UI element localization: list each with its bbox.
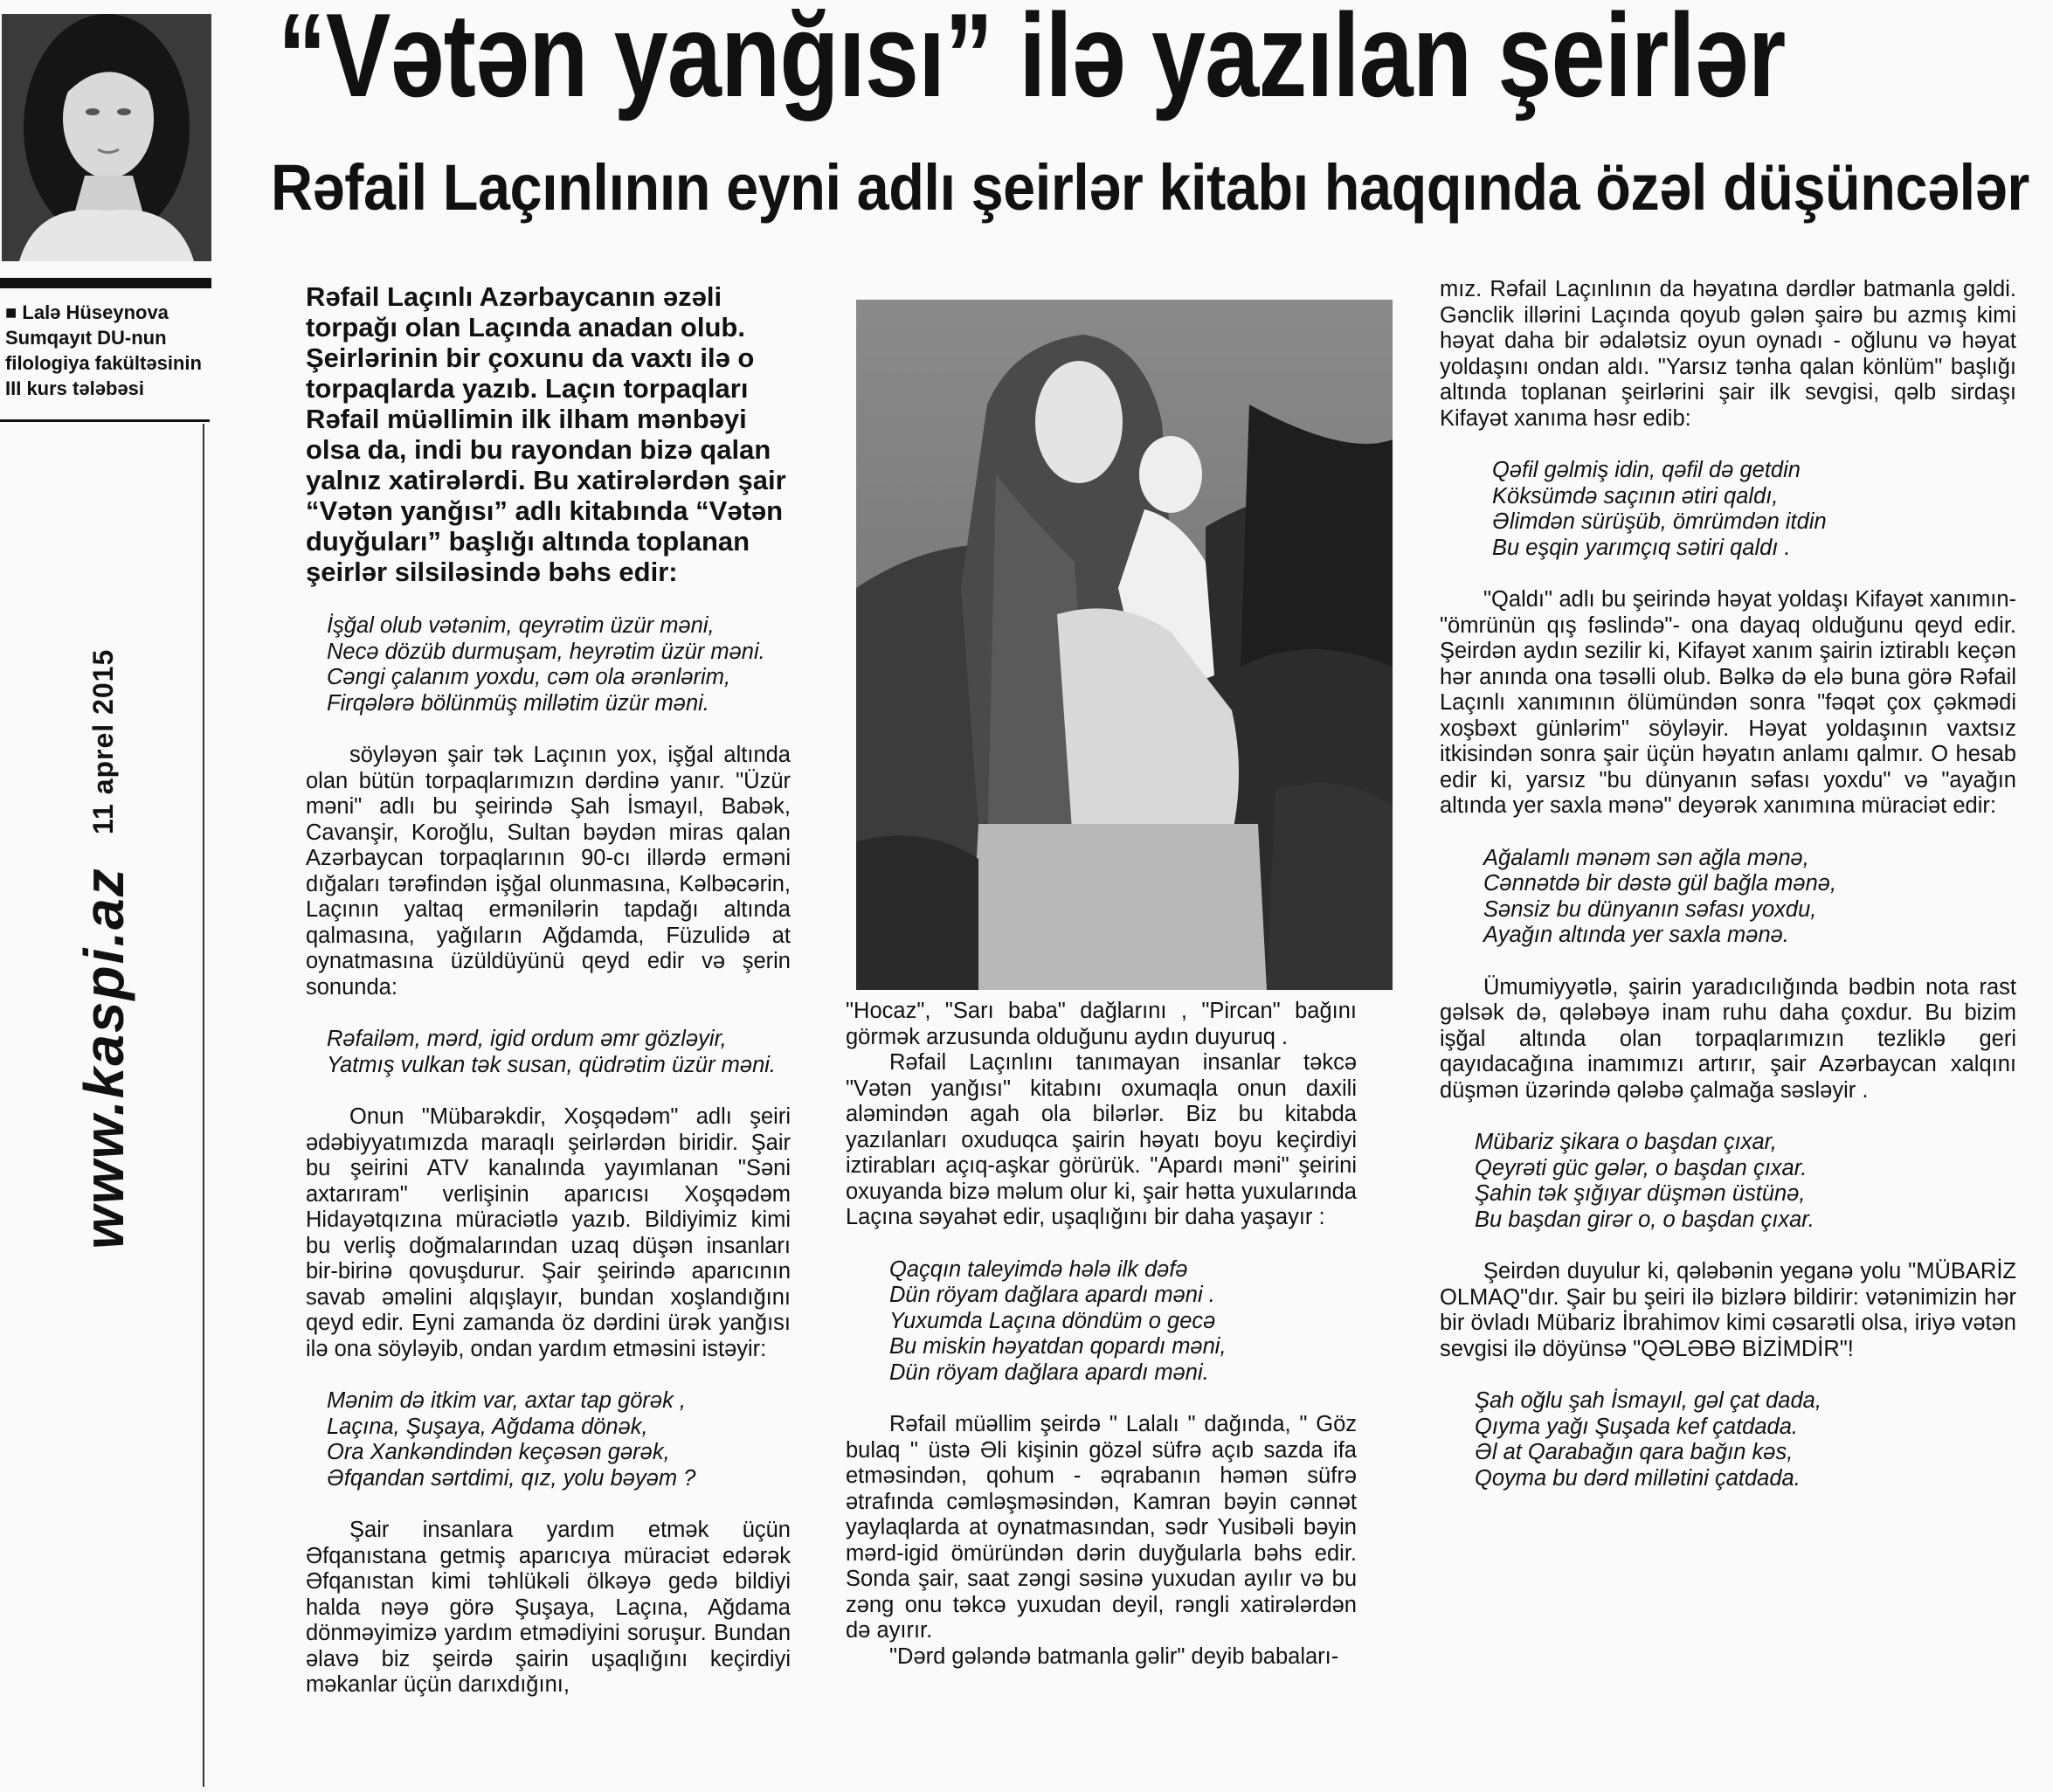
column-3 — [1440, 277, 2016, 1491]
site-url: www.kaspi.az — [73, 867, 135, 1249]
poem-stanza — [1440, 1388, 2016, 1491]
paragraph: söyləyən şair tək Laçının yox, işğal altında olan bütün torpaqlarımızın dərdinə yanır. "Üzür məni" adlı bu şeirində Şah İsmayıl, Babək, Cavanşir, Koroğlu, Sultan bəydən miras qalan Azərbaycan torpaqlarının 90-cı illərdə erməni dığaları tərəfindən işğal olunmasına, Kəlbəcərin, Laçının yaltaq ermənilərin tapdağı altında qalmasına, yağıların Ağdamda, Füzulidə at oynatmasına üzüldüyünü qeyd edir və şerin sonunda: — [306, 743, 791, 1000]
author-rule-top — [0, 278, 211, 288]
author-affiliation-1: Sumqayıt DU-nun — [5, 327, 167, 349]
author-photo — [2, 14, 211, 261]
paragraph: "Dərd gələndə batmanla gəlir" deyib babaları- — [889, 1643, 1339, 1669]
paragraph: Rəfail Laçınlını tanımayan insanlar təkcə "Vətən yanğısı" kitabını oxumaqla onun daxili aləmindən agah ola bilərlər. Biz bu kitabda yazılanları oxuduqca şairin həyatı boyu keçirdiyi iztirabları açıq-aşkar görürük. "Apardı məni" şeirini oxuyanda bizə məlum olur ki, şair hətta yuxularında Laçına səyahət edir, uşaqlığını bir daha yaşayır : — [846, 1050, 1357, 1229]
poem-line: Qəfil gəlmiş idin, qəfil də getdin — [1492, 458, 1801, 482]
paragraph: Şair insanlara yardım etmək üçün Əfqanıstana getmiş aparıcıya müraciət edərək Əfqanıstan kimi təhlükəli ölkəyə gedə bildiyi halda nəyə görə Şuşaya, Laçına, Ağdama dönməyimizə yardım etmədiyini soruşur. Bundan əlavə biz şeirdə şairin uşaqlığını keçirdiyi məkanlar üçün darıxdığını, — [306, 1518, 791, 1697]
subheadline: Rəfail Laçınlının eyni adlı şeirlər kitabı haqqında özəl düşüncələr — [271, 151, 2029, 224]
poem-stanza — [1440, 458, 2016, 561]
author-affiliation-3: III kurs tələbəsi — [5, 377, 144, 399]
poem-line: Sənsiz bu dünyanın səfası yoxdu, — [1483, 896, 1817, 922]
issue-date: 11 aprel 2015 — [87, 648, 119, 834]
poem-line: Bu eşqin yarımçıq sətiri qaldı . — [1492, 535, 1791, 560]
poem-line: Bu başdan girər o, o başdan çıxar. — [1475, 1207, 1815, 1232]
poem-line: Cəngi çalanım yoxdu, cəm ola ərənlərim, — [327, 665, 731, 689]
poem-line: Qaçqın taleyimdə hələ ilk dəfə — [889, 1256, 1188, 1282]
poem-line: Ora Xankəndindən keçəsən gərək, — [327, 1440, 670, 1464]
paragraph: Rəfail müəllim şeirdə " Lalalı " dağında, " Göz bulaq " üstə Əli kişinin gözəl süfrə açıb sazda ifa etməsindən, qohum - əqrabanın həmən süfrə ətrafında cəmləşməsindən, Kamran bəyin cənnət yaylaqlarda at oynatmasından, sədr Yusibəli bəyin mərd-igid ömüründən dərin duyğularla bəhs edir. Sonda şair, saat zəngi səsinə yuxudan ayılır və bu zəng onu təkcə yuxudan deyil, rəngli xatirələrdən də ayırır. — [846, 1412, 1357, 1643]
paragraph: Ümumiyyətlə, şairin yaradıcılığında bədbin nota rast gəlsək də, qələbəyə inam ruhu daha çoxdur. Bu bizim işğal altında olan torpaqlarımızın tezliklə geri qayıdacağına inamımızı artırır, şair Azərbaycan xalqını düşmən üzərində qələbə çalmağa səsləyir . — [1440, 974, 2016, 1103]
poem-line: Əl at Qarabağın qara bağın kəs, — [1475, 1440, 1794, 1464]
margin-divider — [203, 424, 204, 1787]
poem-line: Şahin tək şığıyar düşmən üstünə, — [1475, 1181, 1806, 1206]
poem-line: Mübariz şikara o başdan çıxar, — [1475, 1130, 1777, 1154]
poem-line: Qoyma bu dərd millətini çatdada. — [1475, 1465, 1801, 1491]
author-name: ■ Lalə Hüseynova — [5, 301, 169, 323]
poem-line: Ayağın altında yer saxla mənə. — [1483, 923, 1789, 947]
poem-line: Dün röyam dağlara apardı məni. — [889, 1360, 1209, 1385]
headline: “Vətən yanğısı” ilə yazılan şeirlər — [278, 0, 1786, 121]
poem-line: Rəfailəm, mərd, igid ordum əmr gözləyir, — [327, 1027, 727, 1051]
poem-stanza — [306, 613, 791, 716]
poem-stanza — [846, 1257, 1357, 1387]
poem-line: Qıyma yağı Şuşada kef çatdada. — [1475, 1414, 1798, 1439]
paragraph: "Hocaz", "Sarı baba" dağlarını , "Pircan" bağını görmək arzusunda olduğunu aydın duyuruq . — [846, 999, 1357, 1049]
poem-line: Firqələrə bölünmüş millətim üzür məni. — [327, 690, 709, 716]
poem-line: Dün röyam dağlara apardı məni . — [889, 1283, 1215, 1307]
poem-line: Yuxumda Laçına döndüm o gecə — [889, 1308, 1216, 1333]
poem-stanza — [1440, 846, 2016, 949]
poem-line: Laçına, Şuşaya, Ağdama dönək, — [327, 1414, 648, 1439]
poem-line: Bu miskin həyatdan qopardı məni, — [889, 1334, 1227, 1359]
poem-line: Köksümdə saçının ətiri qaldı, — [1492, 483, 1779, 509]
poem-line: Şah oğlu şah İsmayıl, gəl çat dada, — [1475, 1388, 1821, 1413]
paragraph: Onun "Mübarəkdir, Xoşqədəm" adlı şeiri ədəbiyyatımızda maraqlı şeirlərdən biridir. Şair bu şeirini ATV kanalında yayımlanan "Səni axtarıram" verlişinin aparıcısı Xoşqədəm Hidayətqızına müraciətlə yazıb. Bildiyimiz kimi bu verliş doğmalarından uzaq düşən insanları bir-birinə qovuşdurur. Şair şeirində aparıcının savab əməlini alqışlayır, bundan xoşlandığını qeyd edir. Eyni zamanda öz dərdini ürək yanğısı ilə ona söyləyib, ondan yardım etməsini istəyir: — [306, 1104, 791, 1361]
lead-paragraph: Rəfail Laçınlı Azərbaycanın əzəli torpağı olan Laçında anadan olub. Şeirlərinin bir çoxunu da vaxtı ilə o torpaqlarda yazıb. Laçın torpaqları Rəfail müəllimin ilk ilham mənbəyi olsa da, indi bu rayondan bizə qalan yalnız xatirələrdi. Bu xatirələrdən şair “Vətən yanğısı” adlı kitabında “Vətən duyğuları” başlığı altında toplanan şeirlər silsiləsində bəhs edir: — [306, 281, 786, 587]
paragraph: Şeirdən duyulur ki, qələbənin yeganə yolu "MÜBARİZ OLMAQ"dır. Şair bu şeiri ilə bizlərə bildirir: vətənimizin hər bir övladı Mübariz İbrahimov kimi cəsarətli olsa, iriyə vətən sevgisi ilə döyünsə "QƏLƏBƏ BİZİMDİR"! — [1440, 1259, 2016, 1361]
author-byline — [5, 300, 215, 401]
poem-line: Əlimdən sürüşüb, ömrümdən itdin — [1492, 509, 1827, 534]
poem-line: İşğal olub vətənim, qeyrətim üzür məni, — [327, 613, 715, 638]
poem-line: Əfqandan sərtdimi, qız, yolu bəyəm ? — [327, 1465, 696, 1491]
monument-image — [856, 300, 1393, 990]
poem-line: Yatmış vulkan tək susan, qüdrətim üzür məni. — [327, 1052, 776, 1077]
poem-line: Ağalamlı mənəm sən ağla mənə, — [1483, 845, 1809, 870]
author-affiliation-2: filologiya fakültəsinin — [5, 352, 202, 374]
poem-stanza — [306, 1027, 791, 1078]
paragraph: "Qaldı" adlı bu şeirində həyat yoldaşı Kifayət xanımın-"ömrünün qış fəslində"- ona dayaq olduğunu qeyd edir. Şeirdən aydın sezilir ki, Kifayət xanım şairin iztirablı keçən hər anında ona təsəlli olub. Bəlkə də elə buna görə Rəfail Laçınlı xanımının ölümündən sonra "fəqət çox çəkmədi xoşbəxt günlərim" söyləyir. Həyat yoldaşının vaxtsız itkisindən sonra şair üçün həyatın anlamı qalmır. O hesab edir ki, yarsız "bu dünyanın səfası yoxdu" və "ayağın altında yer saxla mənə" deyərək xanımına müraciət edir: — [1440, 587, 2016, 818]
poem-line: Qeyrəti güc gələr, o başdan çıxar. — [1475, 1155, 1808, 1180]
author-rule-bottom — [0, 419, 210, 422]
column-2 — [846, 999, 1357, 1670]
poem-line: Cənnətdə bir dəstə gül bağla mənə, — [1483, 871, 1837, 896]
poem-line: Necə dözüb durmuşam, heyrətim üzür məni. — [327, 639, 765, 664]
author-portrait-image — [2, 14, 211, 261]
paragraph: mız. Rəfail Laçınlının da həyatına dərdlər batmanla gəldi. Gənclik illərini Laçında qoyub gələn şairə bu azmış kimi həyat daha bir ədalətsiz oyun oynadı - oğlunu və həyat yoldaşını ondan aldı. "Yarsız tənha qalan könlüm" başlığı altında toplanan şeirlərini şair ilk sevgisi, qəlb sirdaşı Kifayət xanıma həsr edib: — [1440, 277, 2016, 431]
poem-stanza — [306, 1388, 791, 1491]
poem-stanza — [1440, 1130, 2016, 1233]
monument-photo — [856, 300, 1393, 990]
poem-line: Mənim də itkim var, axtar tap görək , — [327, 1388, 686, 1413]
column-1 — [306, 281, 791, 1699]
